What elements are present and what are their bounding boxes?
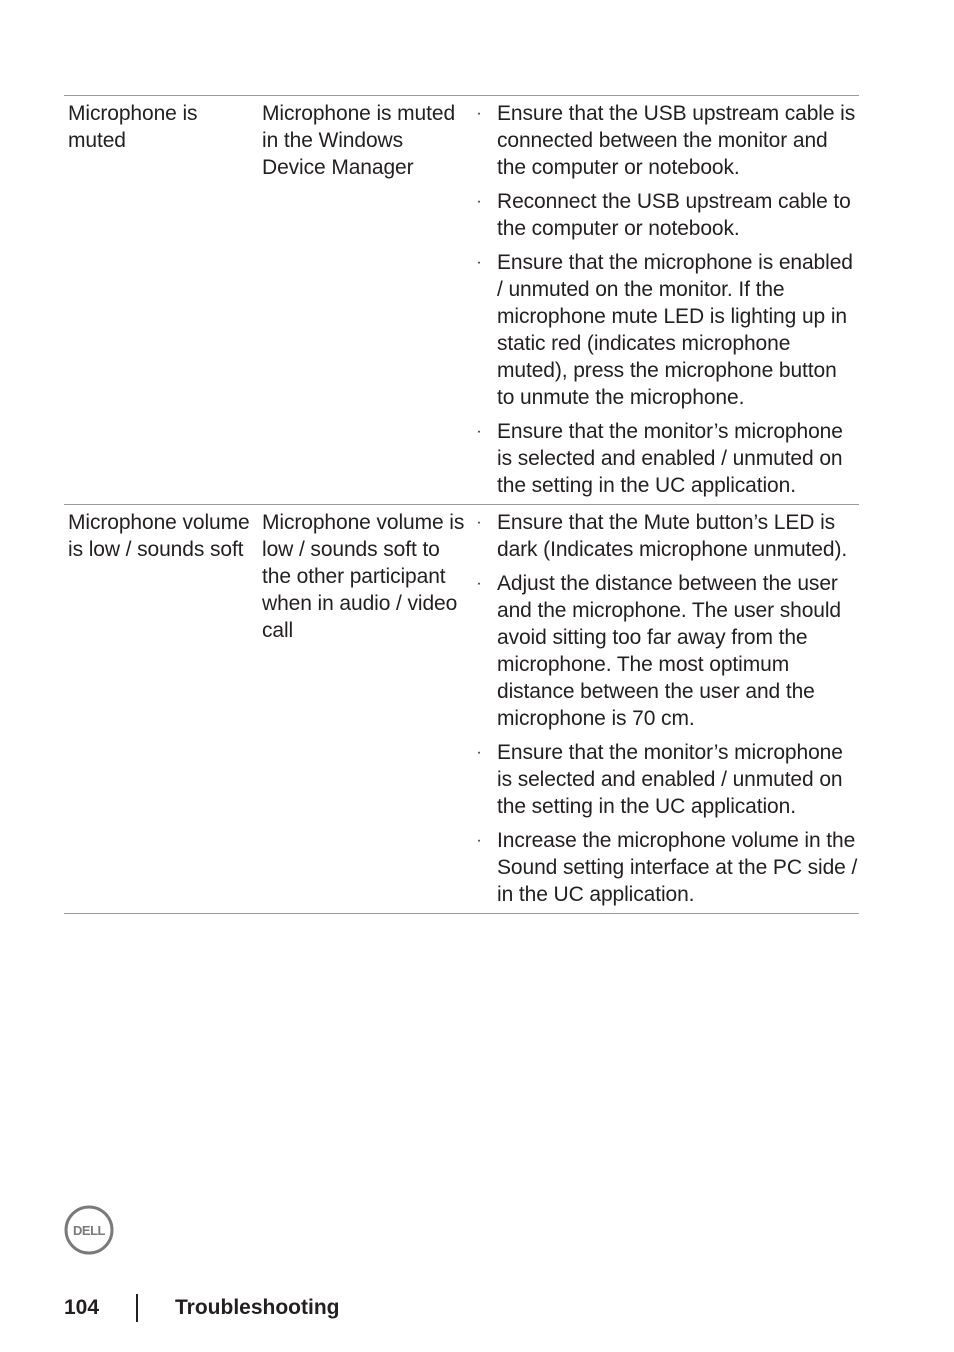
solution-text: Ensure that the Mute button’s LED is dark (Indicates microphone unmuted). — [497, 511, 848, 561]
list-item — [465, 188, 859, 242]
page-number: 104 — [64, 1296, 100, 1319]
bullet-icon: · — [476, 423, 482, 440]
dell-logo-icon — [64, 1205, 114, 1255]
symptom-cell: Microphone is muted in the Windows Device Manager — [262, 102, 456, 179]
bullet-icon: · — [476, 193, 482, 210]
list-item — [465, 827, 859, 908]
bullet-icon: · — [476, 514, 482, 531]
solution-text: Adjust the distance between the user and the microphone. The user should avoid sitting too far away from the microphone. The most optimum distance between the user and the microphone is 70 cm. — [497, 572, 842, 730]
solutions-list — [465, 509, 859, 908]
list-item — [465, 509, 859, 563]
solution-text: Ensure that the microphone is enabled / unmuted on the monitor. If the microphone mute LED is lighting up in static red (indicates microphone muted), press the microphone button to unmute the microphone. — [497, 251, 853, 409]
problem-cell: Microphone volume is low / sounds soft — [68, 511, 250, 561]
table-row — [64, 505, 859, 914]
page-footer — [64, 1293, 339, 1323]
list-item — [465, 249, 859, 411]
solutions-cell — [465, 99, 859, 501]
section-title: Troubleshooting — [175, 1296, 340, 1319]
bullet-icon: · — [476, 254, 482, 271]
troubleshooting-table — [64, 95, 859, 914]
solutions-list — [465, 100, 859, 499]
list-item — [465, 418, 859, 499]
list-item — [465, 739, 859, 820]
solution-text: Increase the microphone volume in the Sound setting interface at the PC side / in the UC application. — [497, 829, 858, 906]
solution-text: Reconnect the USB upstream cable to the computer or notebook. — [497, 190, 851, 240]
list-item — [465, 100, 859, 181]
solutions-cell — [465, 508, 859, 910]
problem-cell: Microphone is muted — [68, 102, 198, 152]
bullet-icon: · — [476, 744, 482, 761]
solution-text: Ensure that the USB upstream cable is connected between the monitor and the computer or notebook. — [497, 102, 856, 179]
bullet-icon: · — [476, 575, 482, 592]
bullet-icon: · — [476, 832, 482, 849]
solution-text: Ensure that the monitor’s microphone is selected and enabled / unmuted on the setting in the UC application. — [497, 420, 843, 497]
solution-text: Ensure that the monitor’s microphone is selected and enabled / unmuted on the setting in the UC application. — [497, 741, 843, 818]
footer-divider — [136, 1294, 138, 1322]
bullet-icon: · — [476, 105, 482, 122]
symptom-cell: Microphone volume is low / sounds soft to the other participant when in audio / video call — [262, 511, 465, 642]
logo-text: DELL — [73, 1223, 105, 1238]
table-row — [64, 96, 859, 505]
list-item — [465, 570, 859, 732]
